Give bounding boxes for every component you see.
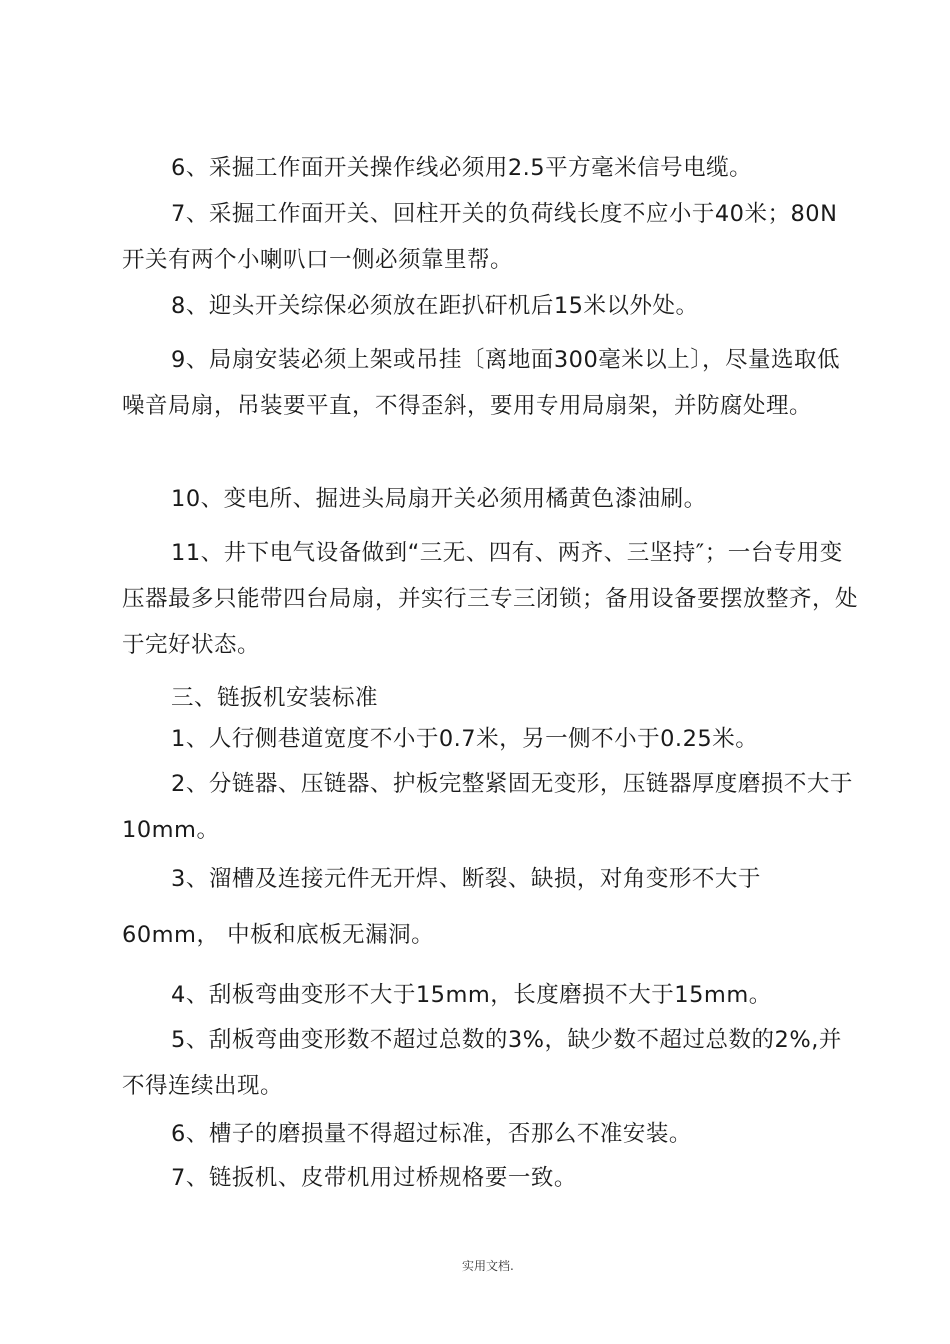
paragraph-item-4-scraper-bend: 4、刮板弯曲变形不大于15mm，长度磨损不大于15mm。 — [171, 982, 772, 1008]
paragraph-item-5-scraper-count: 5、刮板弯曲变形数不超过总数的3%，缺少数不超过总数的2%,并不得连续出现。 — [122, 1027, 842, 1099]
paragraph-item-7-bridge-spec: 7、链扳机、皮带机用过桥规格要一致。 — [171, 1165, 577, 1191]
paragraph-item-11-equipment-standard: 11、井下电气设备做到“三无、四有、两齐、三坚持″；一台专用变压器最多只能带四台局扇，并实行三专三闭锁；备用设备要摆放整齐，处于完好状态。 — [122, 540, 859, 658]
paragraph-item-3-chute: 3、溜槽及连接元件无开焊、断裂、缺损，对角变形不大于 — [171, 866, 761, 892]
paragraph-item-3-continuation: 60mm， 中板和底板无漏洞。 — [122, 922, 435, 948]
paragraph-item-6-trough-wear: 6、槽子的磨损量不得超过标准，否那么不准安装。 — [171, 1121, 692, 1147]
paragraph-item-2-chain-parts: 2、分链器、压链器、护板完整紧固无变形，压链器厚度磨损不大于10mm。 — [122, 771, 853, 843]
page-footer: 实用文档. — [462, 1259, 514, 1273]
paragraph-item-1-roadway-width: 1、人行侧巷道宽度不小于0.7米，另一侧不小于0.25米。 — [171, 726, 759, 752]
paragraph-item-9-fan-installation: 9、局扇安装必须上架或吊挂〔离地面300毫米以上〕，尽量选取低噪音局扇，吊装要平直，不得歪斜，要用专用局扇架，并防腐处理。 — [122, 347, 841, 419]
section-heading: 三、链扳机安装标准 — [171, 685, 379, 711]
paragraph-item-8-switch-placement: 8、迎头开关综保必须放在距扒矸机后15米以外处。 — [171, 293, 699, 319]
paragraph-item-7-load-cable: 7、采掘工作面开关、回柱开关的负荷线长度不应小于40米；80N开关有两个小喇叭口一侧必须靠里帮。 — [122, 201, 838, 273]
paragraph-item-10-paint: 10、变电所、掘进头局扇开关必须用橘黄色漆油刷。 — [171, 486, 707, 512]
paragraph-item-6-operation-cable: 6、采掘工作面开关操作线必须用2.5平方毫米信号电缆。 — [171, 155, 753, 181]
